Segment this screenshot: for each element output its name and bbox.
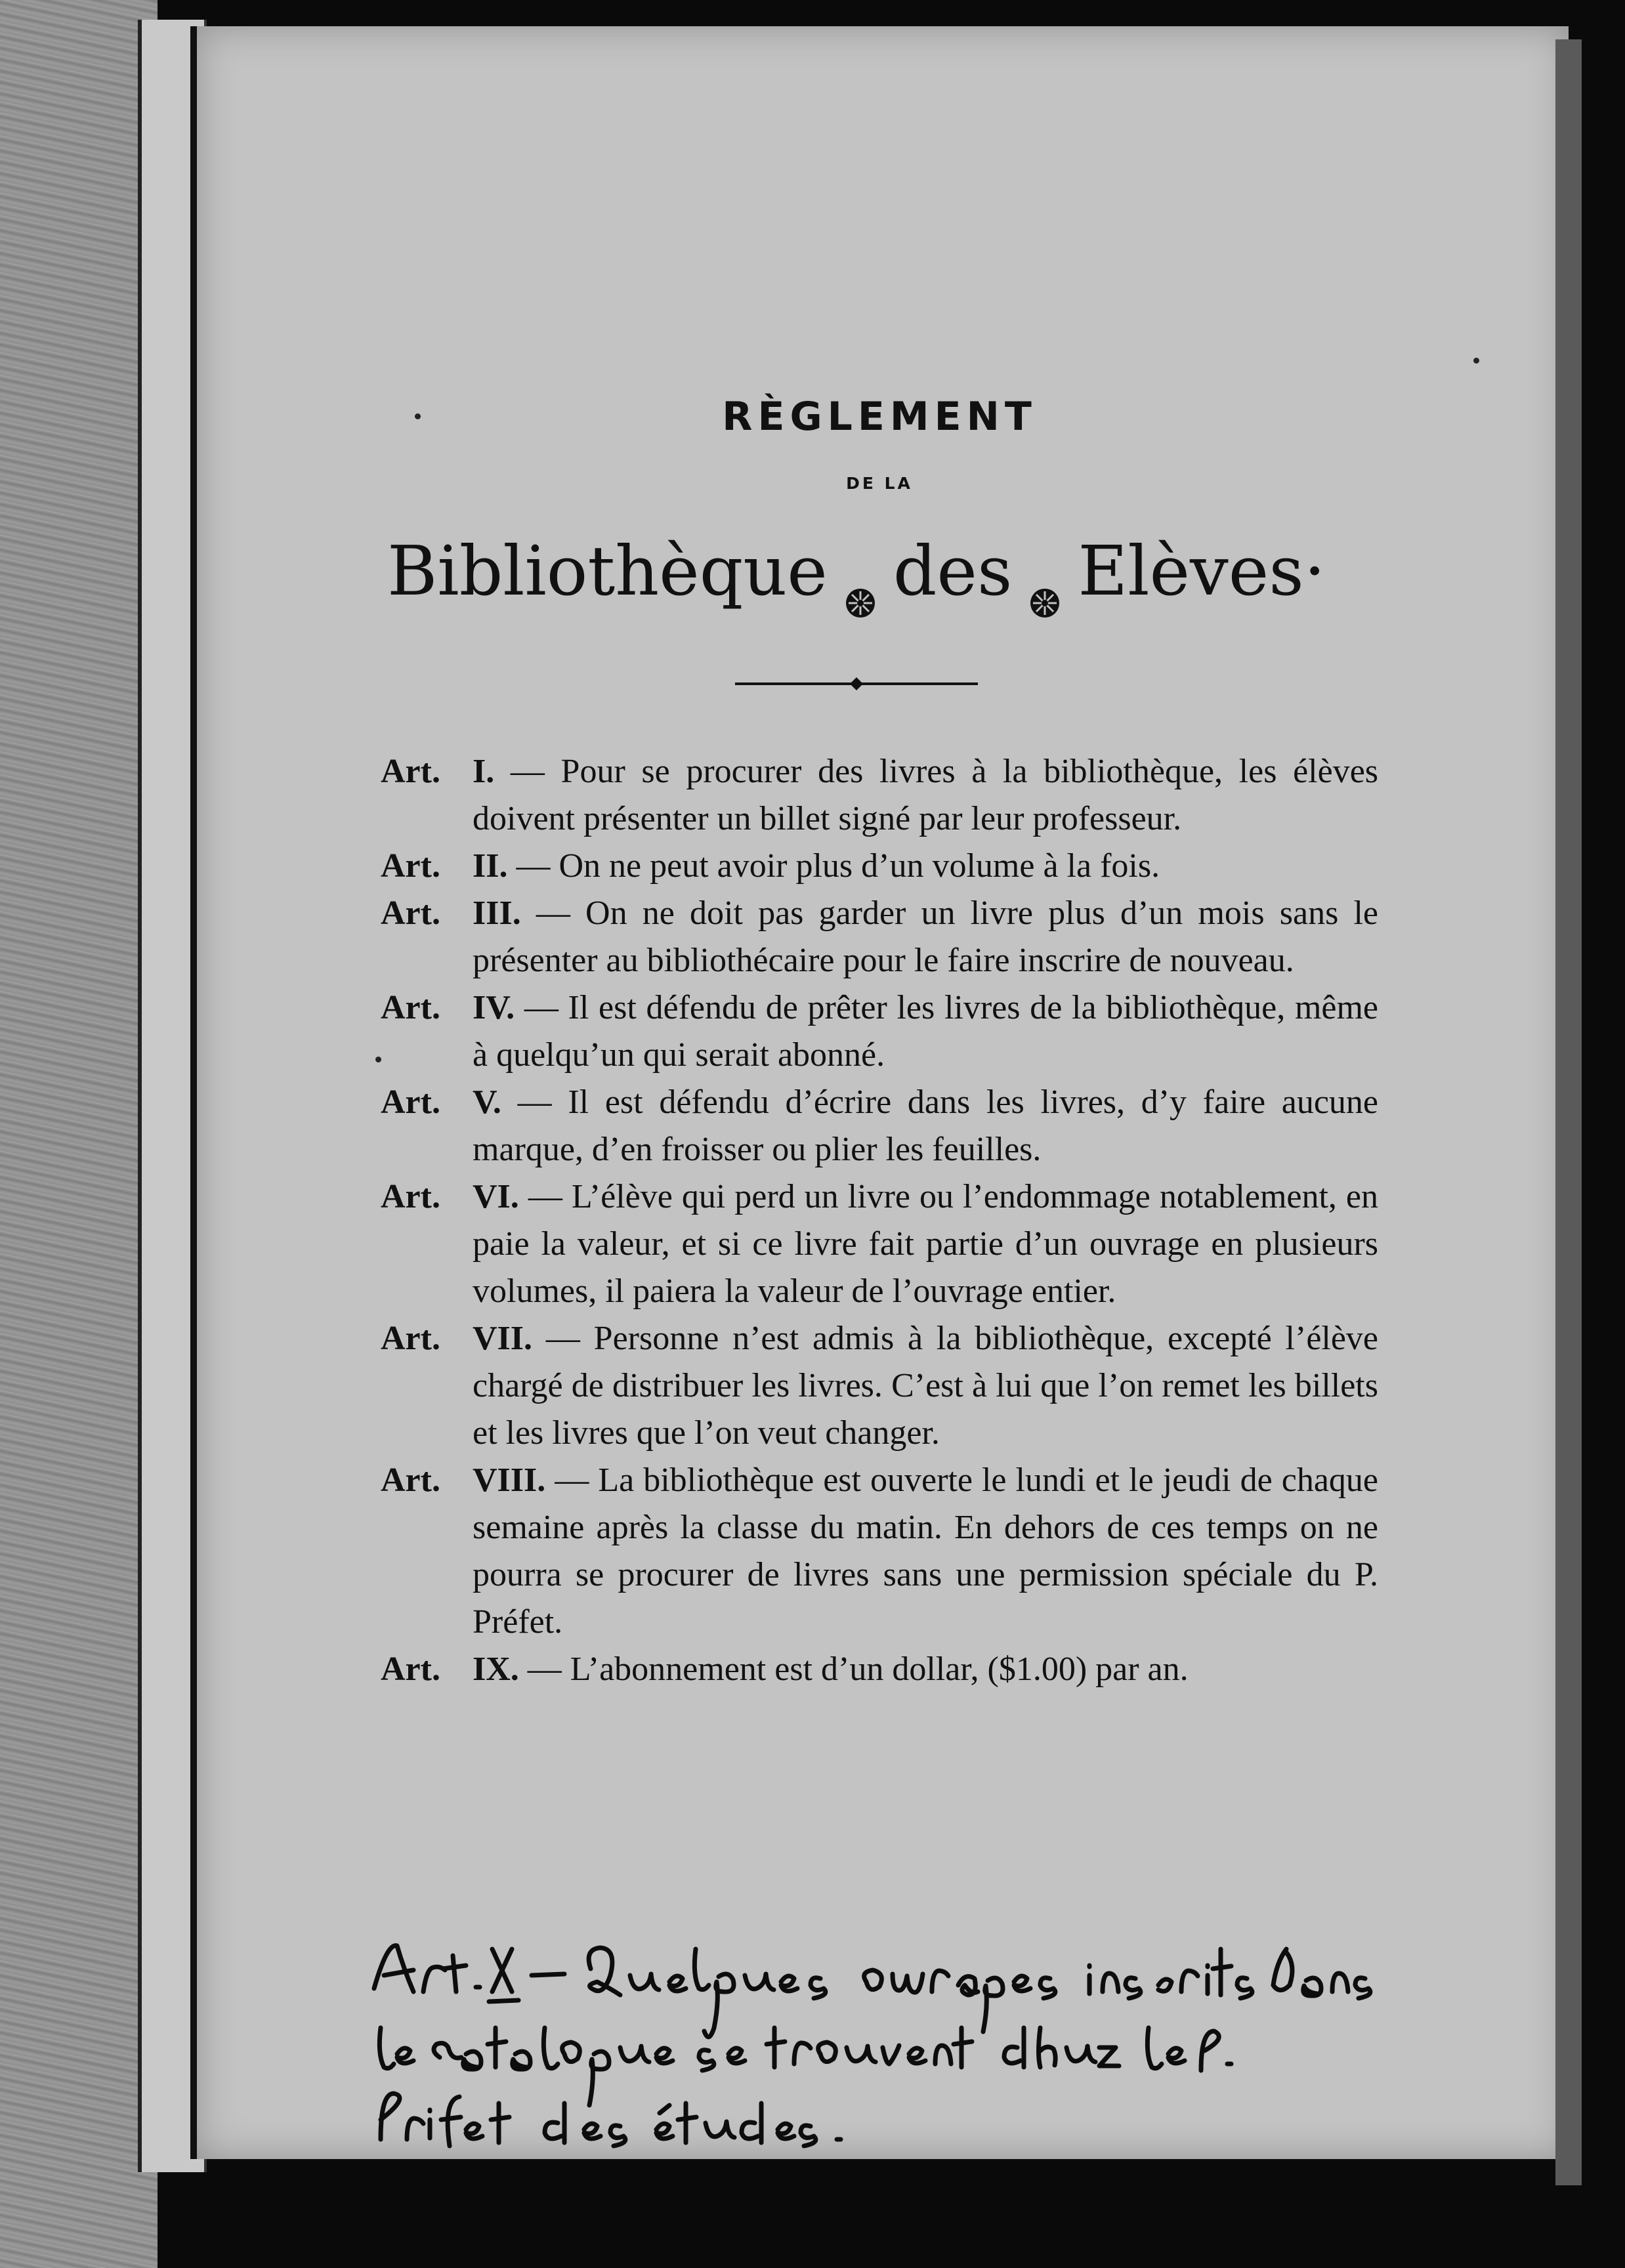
- heading-word-des: des: [893, 530, 1013, 611]
- article-9: [381, 1646, 1378, 1693]
- article-number: VII.: [473, 1320, 533, 1357]
- document-heading: [387, 525, 1385, 617]
- article-text: — On ne doit pas garder un livre plus d’un mois sans le présenter au bibliothécaire pour le faire inscrire de nouveau.: [473, 894, 1379, 979]
- article-label: Art.: [381, 753, 440, 790]
- decorative-rule: [735, 676, 978, 692]
- article-text: — Pour se procurer des livres à la bibliothèque, les élèves doivent présenter un billet signé par leur professeur.: [473, 753, 1379, 837]
- heading-word-eleves: Elèves·: [1078, 530, 1326, 611]
- article-number: II.: [473, 847, 508, 885]
- handwritten-note-art-x: [368, 1929, 1450, 2152]
- ink-speck: [415, 413, 421, 419]
- article-text: — On ne peut avoir plus d’un volume à la fois.: [516, 847, 1160, 885]
- article-label: Art.: [381, 1650, 440, 1688]
- article-5: [381, 1079, 1378, 1173]
- article-4: [381, 984, 1378, 1079]
- article-number: III.: [473, 894, 521, 932]
- document-subtitle: DE LA: [846, 474, 913, 493]
- article-number: IX.: [473, 1650, 519, 1688]
- page-right-edge: [1555, 39, 1582, 2185]
- rosette-ornament-icon: [845, 555, 876, 587]
- article-6: [381, 1173, 1378, 1315]
- article-number: I.: [473, 753, 495, 790]
- articles-list: [381, 748, 1378, 1693]
- article-2: [381, 843, 1378, 890]
- article-text: — L’élève qui perd un livre ou l’endommage notablement, en paie la valeur, et si ce livre fait partie d’un ouvrage en plusieurs volumes, il paiera la valeur de l’ouvrage entier.: [473, 1178, 1379, 1310]
- article-number: VI.: [473, 1178, 519, 1215]
- article-label: Art.: [381, 1320, 440, 1357]
- article-number: IV.: [473, 989, 515, 1026]
- article-label: Art.: [381, 1178, 440, 1215]
- article-label: Art.: [381, 847, 440, 885]
- article-text: — Il est défendu de prêter les livres de la bibliothèque, même à quelqu’un qui serait abonné.: [473, 989, 1379, 1074]
- article-8: [381, 1457, 1378, 1646]
- article-text: — La bibliothèque est ouverte le lundi et le jeudi de chaque semaine après la classe du matin. En dehors de ces temps on ne pourra se procurer de livres sans une permission spéciale du P. Préfet.: [473, 1461, 1378, 1641]
- article-7: [381, 1315, 1378, 1457]
- article-text: — L’abonnement est d’un dollar, ($1.00) par an.: [527, 1650, 1189, 1688]
- ink-speck: [1473, 358, 1479, 364]
- article-text: — Personne n’est admis à la bibliothèque, excepté l’élève chargé de distribuer les livres. C’est à lui que l’on remet les billets et les livres que l’on veut changer.: [473, 1320, 1379, 1452]
- article-number: V.: [473, 1083, 501, 1121]
- heading-word-bibliotheque: Bibliothèque: [387, 530, 828, 611]
- article-label: Art.: [381, 1461, 440, 1499]
- article-3: [381, 890, 1378, 984]
- article-label: Art.: [381, 989, 440, 1026]
- article-1: [381, 748, 1378, 843]
- book-spine-edge: [0, 0, 158, 2268]
- article-label: Art.: [381, 1083, 440, 1121]
- rosette-ornament-icon: [1029, 555, 1061, 587]
- article-number: VIII.: [473, 1461, 546, 1499]
- article-text: — Il est défendu d’écrire dans les livres, d’y faire aucune marque, d’en froisser ou plier les feuilles.: [473, 1083, 1379, 1168]
- article-label: Art.: [381, 894, 440, 932]
- document-title: RÈGLEMENT: [722, 394, 1037, 440]
